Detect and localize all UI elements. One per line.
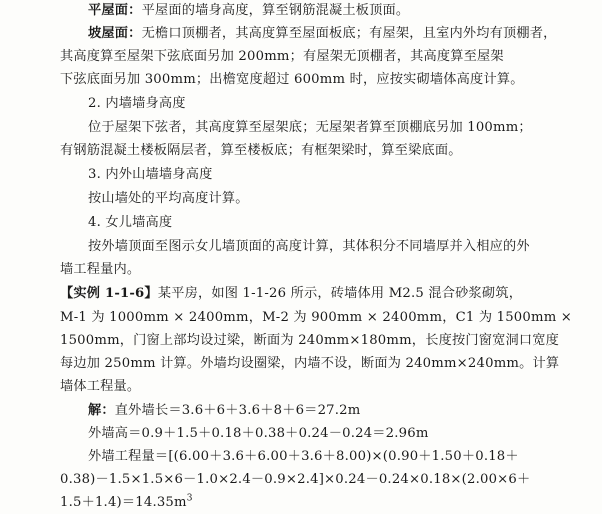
section-4-heading: 4. 女儿墙高度 bbox=[88, 215, 173, 230]
example-line-4: 每边加 250mm 计算。外墙均设圈梁，内墙不设，断面为 240mm×240mm。计算 bbox=[60, 356, 560, 371]
slope-roof-line-1 bbox=[88, 24, 557, 43]
flat-roof-text: 平屋面的墙身高度，算至钢筋混凝土板顶面。 bbox=[141, 3, 410, 18]
solution-line-2: 外墙高＝0.9＋1.5＋0.18＋0.38＋0.24－0.24＝2.96m bbox=[88, 426, 429, 441]
solution-line-1 bbox=[88, 401, 360, 420]
section-4-line-1: 按外墙顶面至图示女儿墙顶面的高度计算，其体积分不同墙厚并入相应的外 bbox=[88, 239, 530, 254]
example-label: 【实例 1-1-6】 bbox=[60, 286, 158, 301]
solution-line-4: 0.38)－1.5×1.5×6－1.0×2.4－0.9×2.4]×0.24－0.24×0.18×(2.00×6＋ bbox=[60, 472, 531, 487]
example-line-5: 墙体工程量。 bbox=[60, 379, 141, 394]
solution-line-5 bbox=[60, 493, 193, 512]
solution-text-5: 1.5＋1.4)＝14.35m bbox=[60, 495, 187, 510]
slope-roof-line-3: 下弦底面另加 300mm；出檐宽度超过 600mm 时，应按实砌墙体高度计算。 bbox=[60, 72, 524, 87]
section-2-heading: 2. 内墙墙身高度 bbox=[88, 96, 186, 111]
example-line-2: M-1 为 1000mm × 2400mm，M-2 为 900mm × 2400mm，C1 为 1500mm × bbox=[60, 310, 573, 325]
example-line-1 bbox=[60, 284, 522, 303]
solution-label: 解： bbox=[88, 403, 115, 418]
section-3-line-1: 按山墙处的平均高度计算。 bbox=[88, 191, 249, 206]
section-2-line-2: 有钢筋混凝土楼板隔层者，算至楼板底；有框架梁时，算至梁底面。 bbox=[60, 143, 462, 158]
example-text-1: 某平房，如图 1-1-26 所示，砖墙体用 M2.5 混合砂浆砌筑， bbox=[157, 286, 523, 301]
section-4-line-2: 墙工程量内。 bbox=[60, 262, 141, 277]
cubic-superscript: 3 bbox=[186, 493, 193, 504]
solution-text-1: 直外墙长＝3.6＋6＋3.6＋8＋6＝27.2m bbox=[114, 403, 361, 418]
flat-roof-label: 平屋面： bbox=[88, 3, 142, 18]
slope-roof-line-2: 其高度算至屋架下弦底面另加 200mm；有屋架无顶棚者，其高度算至屋架 bbox=[60, 49, 504, 64]
section-2-line-1: 位于屋架下弦者，其高度算至屋架底；无屋架者算至顶棚底另加 100mm； bbox=[88, 120, 532, 135]
section-3-heading: 3. 内外山墙墙身高度 bbox=[88, 167, 213, 182]
slope-roof-label: 坡屋面： bbox=[88, 26, 142, 41]
solution-line-3: 外墙工程量＝[(6.00＋3.6＋6.00＋3.6＋8.00)×(0.90＋1.50＋0.18＋ bbox=[88, 449, 519, 464]
flat-roof-paragraph bbox=[88, 1, 409, 20]
example-line-3: 1500mm，门窗上部均设过梁，断面为 240mm×180mm，长度按门窗宽洞口宽度 bbox=[60, 333, 560, 348]
slope-roof-text-1: 无檐口顶棚者，其高度算至屋面板底；有屋架，且室内外均有顶棚者， bbox=[141, 26, 557, 41]
